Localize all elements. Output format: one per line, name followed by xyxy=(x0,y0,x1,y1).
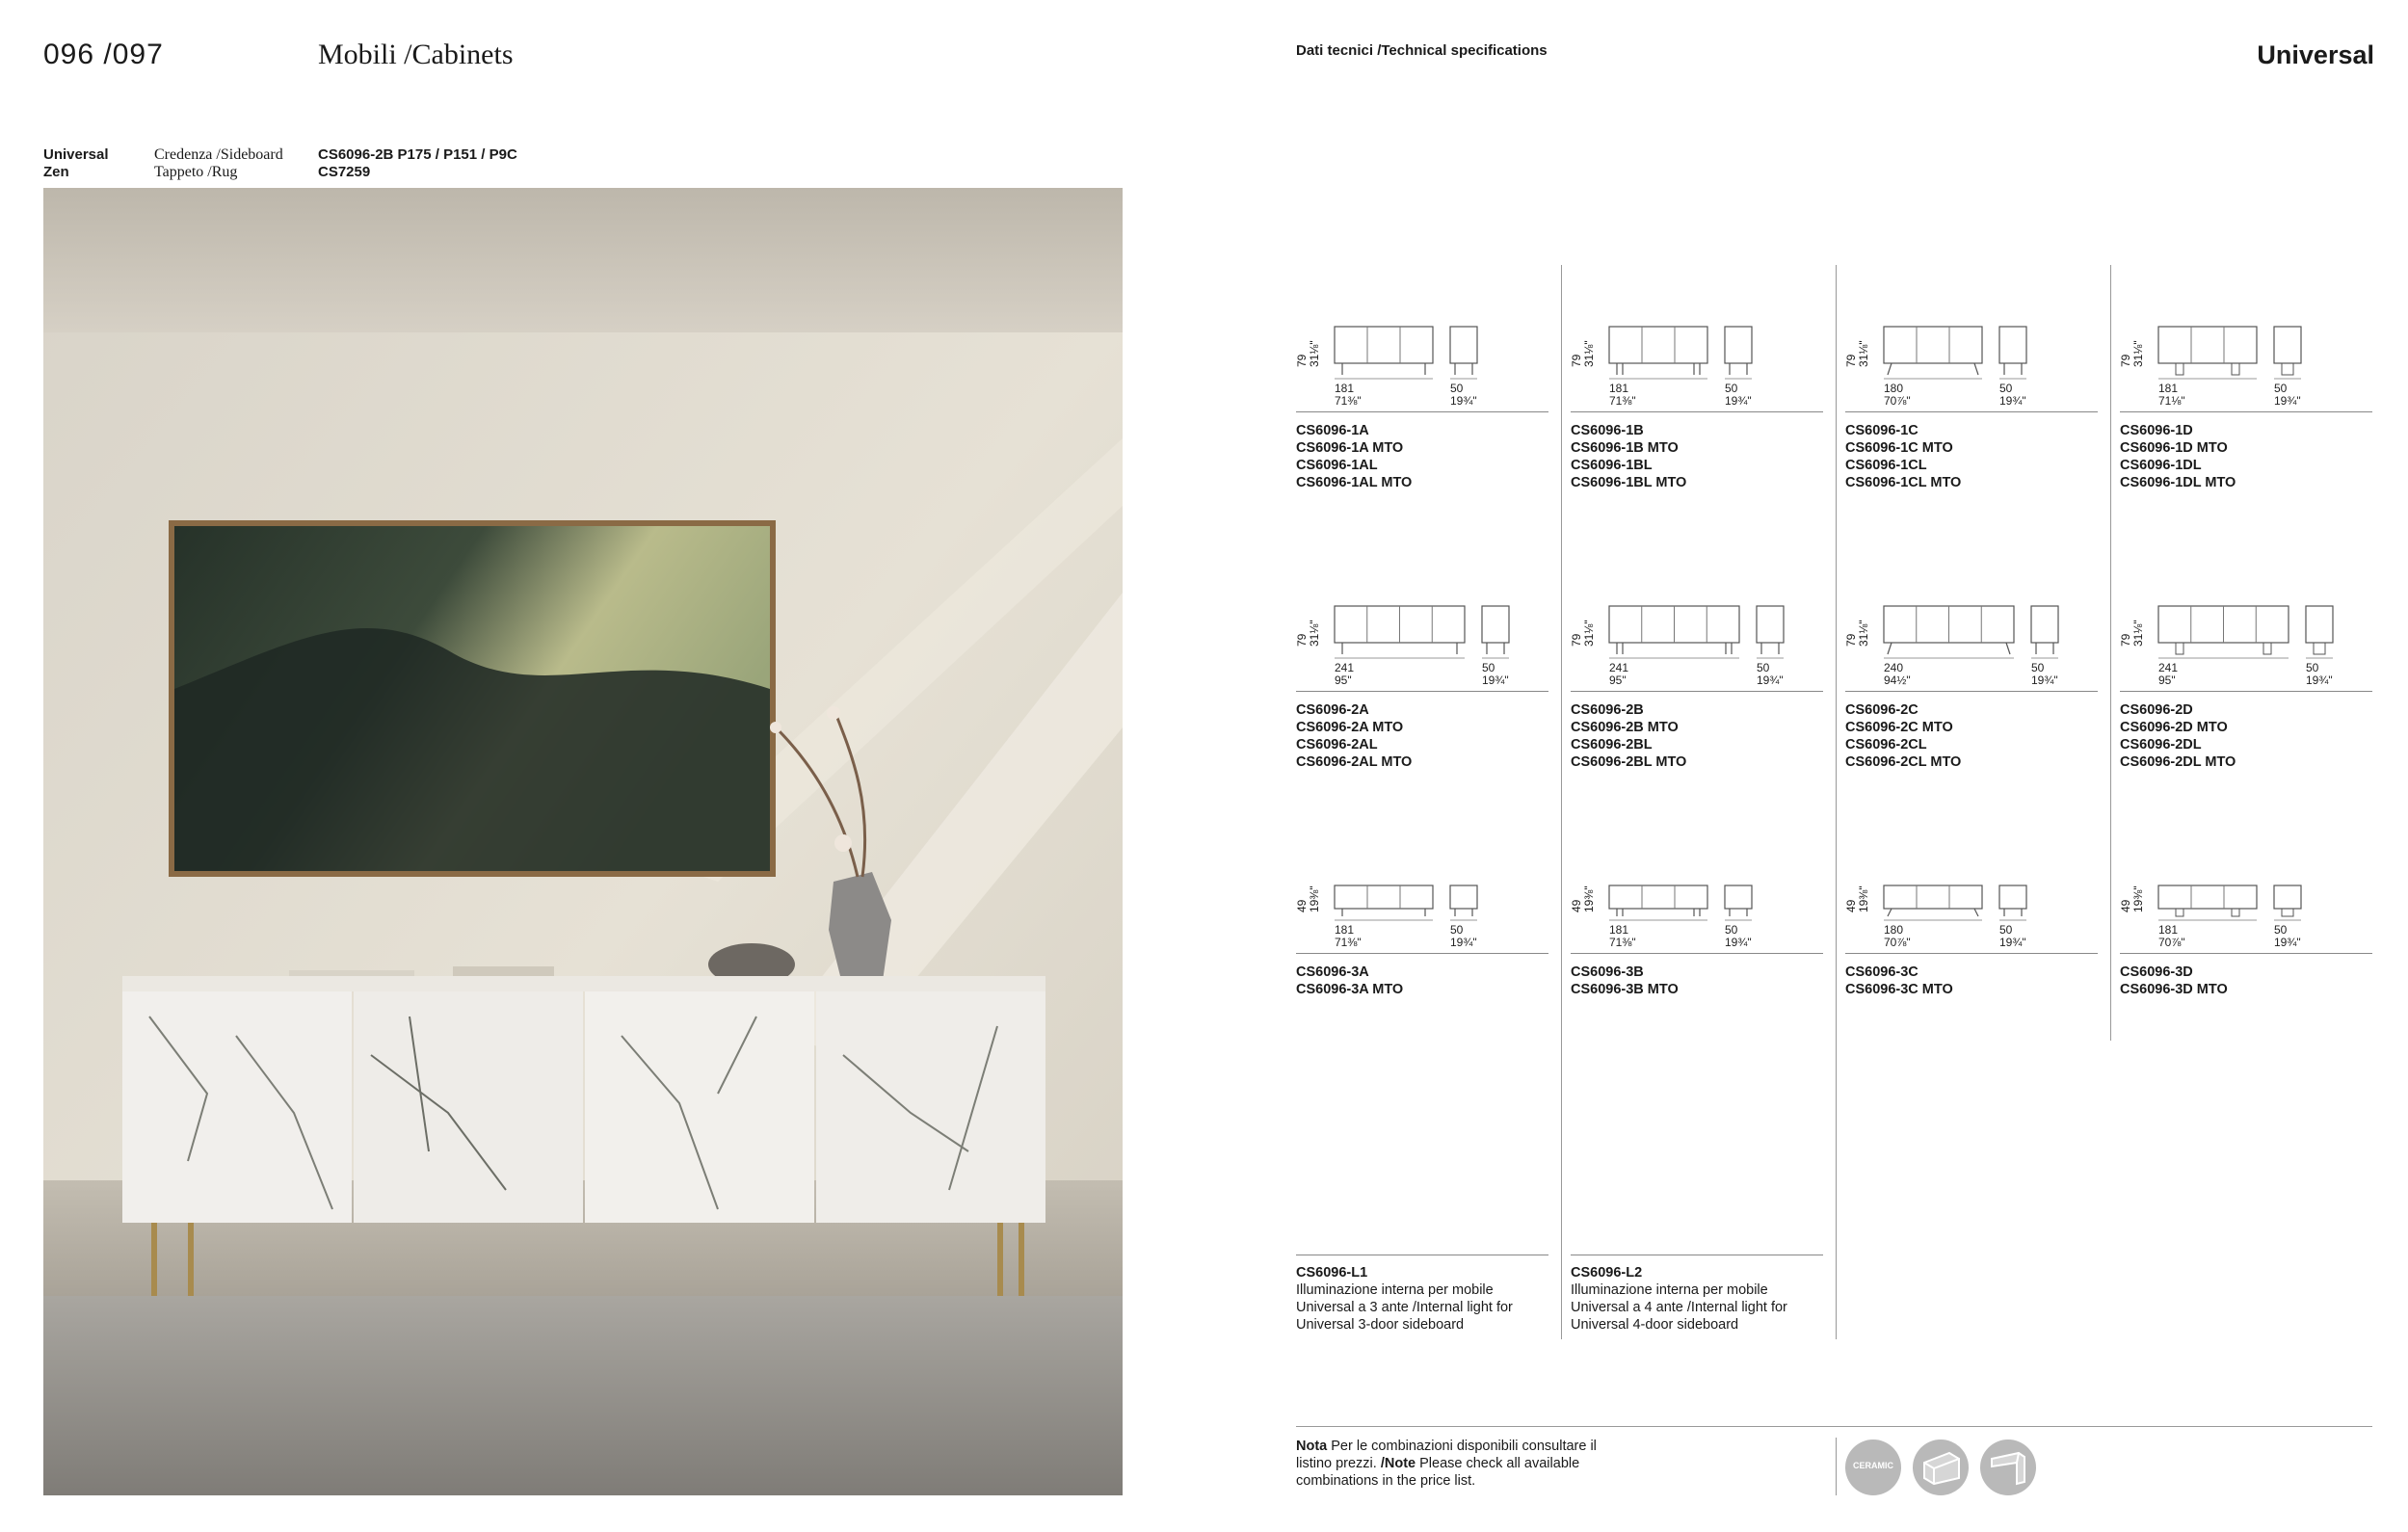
product-code: CS6096-2A xyxy=(1296,702,1369,718)
spec-title: Dati tecnici /Technical specifications xyxy=(1296,42,1548,59)
product-codes xyxy=(1296,422,1412,491)
product-code: CS6096-2CL MTO xyxy=(1845,754,1962,770)
product-cell xyxy=(1845,882,2098,1074)
product-code: CS6096-2DL MTO xyxy=(2120,754,2236,770)
product-code: CS6096-2AL xyxy=(1296,737,1378,753)
product-code: CS6096-1D MTO xyxy=(2120,440,2228,456)
product-code: CS6096-2CL xyxy=(1845,737,1927,753)
product-code: CS6096-2BL MTO xyxy=(1571,754,1687,770)
height-dimension: 79 31⅛" xyxy=(1844,340,1870,367)
width-dimension: 181 71⅜" xyxy=(1335,923,1362,949)
cell-rule xyxy=(1845,691,2098,692)
product-code: CS6096-1D xyxy=(2120,423,2193,438)
product-cell xyxy=(1845,602,2098,795)
product-code: CS6096-1CL xyxy=(1845,458,1927,473)
caption-codes: CS6096-2B P175 / P151 / P9C CS7259 xyxy=(318,146,517,180)
light-item-l1: CS6096-L1 Illuminazione interna per mobile Universal a 3 ante /Internal light for Universal 3-door sideboard xyxy=(1296,1265,1513,1333)
width-dimension: 181 70⅞" xyxy=(2158,923,2185,949)
depth-dimension: 50 19¾" xyxy=(2306,661,2333,687)
product-code: CS6096-2B MTO xyxy=(1571,720,1679,735)
cell-rule xyxy=(2120,411,2372,412)
cell-rule xyxy=(1571,953,1823,954)
product-code: CS6096-2B xyxy=(1571,702,1644,718)
product-cell xyxy=(1296,323,1548,515)
depth-dimension: 50 19¾" xyxy=(2274,923,2301,949)
cell-rule xyxy=(1571,411,1823,412)
depth-dimension: 50 19¾" xyxy=(2031,661,2058,687)
cell-rule xyxy=(1845,953,2098,954)
product-code: CS6096-3A MTO xyxy=(1296,982,1404,997)
product-codes xyxy=(2120,422,2236,491)
cell-rule xyxy=(1845,411,2098,412)
depth-dimension: 50 19¾" xyxy=(1757,661,1784,687)
product-codes xyxy=(1296,964,1403,998)
product-codes xyxy=(1845,422,1961,491)
product-code: CS6096-1DL xyxy=(2120,458,2202,473)
depth-dimension: 50 19¾" xyxy=(1999,923,2026,949)
product-codes xyxy=(1571,701,1686,771)
depth-dimension: 50 19¾" xyxy=(1450,923,1477,949)
product-cell xyxy=(2120,323,2372,515)
cell-rule xyxy=(2120,691,2372,692)
depth-dimension: 50 19¾" xyxy=(2274,382,2301,408)
page-number: 096 /097 xyxy=(43,39,164,70)
note-rule xyxy=(1296,1426,2372,1427)
product-code: CS6096-1A MTO xyxy=(1296,440,1404,456)
product-cell xyxy=(1296,882,1548,1074)
product-codes xyxy=(1845,964,1953,998)
column-divider xyxy=(2110,265,2111,1041)
column-divider xyxy=(1561,265,1562,1339)
product-code: CS6096-1DL MTO xyxy=(2120,475,2236,490)
width-dimension: 181 71⅜" xyxy=(1609,923,1636,949)
product-cell xyxy=(2120,882,2372,1074)
product-code: CS6096-1BL MTO xyxy=(1571,475,1687,490)
product-code: CS6096-1BL xyxy=(1571,458,1653,473)
height-dimension: 79 31⅛" xyxy=(1570,620,1596,647)
product-code: CS6096-1C xyxy=(1845,423,1918,438)
height-dimension: 49 19⅜" xyxy=(1295,885,1321,912)
product-code: CS6096-1B MTO xyxy=(1571,440,1679,456)
product-code: CS6096-3D MTO xyxy=(2120,982,2228,997)
product-cell xyxy=(1845,323,2098,515)
product-code: CS6096-2C MTO xyxy=(1845,720,1953,735)
product-code: CS6096-1C MTO xyxy=(1845,440,1953,456)
product-code: CS6096-2D MTO xyxy=(2120,720,2228,735)
section-title: Mobili /Cabinets xyxy=(318,39,514,70)
product-code: CS6096-1AL xyxy=(1296,458,1378,473)
cell-rule xyxy=(1571,691,1823,692)
cell-rule xyxy=(1296,691,1548,692)
product-codes xyxy=(1571,422,1686,491)
product-code: CS6096-2A MTO xyxy=(1296,720,1404,735)
product-code: CS6096-3A xyxy=(1296,964,1369,980)
interior-photo xyxy=(43,188,1123,1495)
height-dimension: 49 19⅜" xyxy=(2119,885,2145,912)
product-cell xyxy=(1571,602,1823,795)
product-cell xyxy=(1571,882,1823,1074)
width-dimension: 181 71⅜" xyxy=(1609,382,1636,408)
product-codes xyxy=(1845,701,1961,771)
product-code: CS6096-3C MTO xyxy=(1845,982,1953,997)
product-codes xyxy=(2120,701,2236,771)
product-cell xyxy=(1296,602,1548,795)
width-dimension: 241 95" xyxy=(2158,661,2179,687)
icon-divider xyxy=(1836,1438,1837,1495)
depth-dimension: 50 19¾" xyxy=(1999,382,2026,408)
light-item-l2: CS6096-L2 Illuminazione interna per mobile Universal a 4 ante /Internal light for Universal 4-door sideboard xyxy=(1571,1265,1787,1333)
depth-dimension: 50 19¾" xyxy=(1482,661,1509,687)
product-code: CS6096-3C xyxy=(1845,964,1918,980)
product-cell xyxy=(1571,323,1823,515)
product-code: CS6096-1CL MTO xyxy=(1845,475,1962,490)
depth-dimension: 50 19¾" xyxy=(1725,923,1752,949)
width-dimension: 241 95" xyxy=(1609,661,1629,687)
product-codes xyxy=(1296,701,1412,771)
product-code: CS6096-2BL xyxy=(1571,737,1653,753)
caption-types: Credenza /Sideboard Tappeto /Rug xyxy=(154,146,283,180)
width-dimension: 180 70⅞" xyxy=(1884,923,1911,949)
product-codes xyxy=(1571,964,1679,998)
height-dimension: 49 19⅜" xyxy=(1570,885,1596,912)
height-dimension: 79 31⅛" xyxy=(2119,620,2145,647)
depth-dimension: 50 19¾" xyxy=(1450,382,1477,408)
height-dimension: 79 31⅛" xyxy=(1570,340,1596,367)
product-code: CS6096-2C xyxy=(1845,702,1918,718)
height-dimension: 79 31⅛" xyxy=(1295,340,1321,367)
width-dimension: 240 94½" xyxy=(1884,661,1911,687)
product-code: CS6096-1A xyxy=(1296,423,1369,438)
height-dimension: 79 31⅛" xyxy=(1844,620,1870,647)
column-divider xyxy=(1836,265,1837,1339)
product-code: CS6096-2AL MTO xyxy=(1296,754,1413,770)
width-dimension: 180 70⅞" xyxy=(1884,382,1911,408)
width-dimension: 241 95" xyxy=(1335,661,1355,687)
product-code: CS6096-3D xyxy=(2120,964,2193,980)
product-code: CS6096-3B MTO xyxy=(1571,982,1679,997)
height-dimension: 79 31⅛" xyxy=(2119,340,2145,367)
cell-rule xyxy=(1296,953,1548,954)
width-dimension: 181 71⅛" xyxy=(2158,382,2185,408)
height-dimension: 49 19⅜" xyxy=(1844,885,1870,912)
product-code: CS6096-3B xyxy=(1571,964,1644,980)
cell-rule xyxy=(1296,411,1548,412)
product-code: CS6096-1AL MTO xyxy=(1296,475,1413,490)
product-code: CS6096-1B xyxy=(1571,423,1644,438)
width-dimension: 181 71⅜" xyxy=(1335,382,1362,408)
product-cell xyxy=(2120,602,2372,795)
cell-rule xyxy=(2120,953,2372,954)
depth-dimension: 50 19¾" xyxy=(1725,382,1752,408)
product-code: CS6096-2DL xyxy=(2120,737,2202,753)
product-code: CS6096-2D xyxy=(2120,702,2193,718)
price-list-note: Nota Per le combinazioni disponibili consultare il listino prezzi. /Note Please check all available combinations in the price list. xyxy=(1296,1439,1597,1489)
collection-name: Universal xyxy=(2257,40,2374,69)
height-dimension: 79 31⅛" xyxy=(1295,620,1321,647)
caption-names: Universal Zen xyxy=(43,146,109,180)
product-codes xyxy=(2120,964,2228,998)
